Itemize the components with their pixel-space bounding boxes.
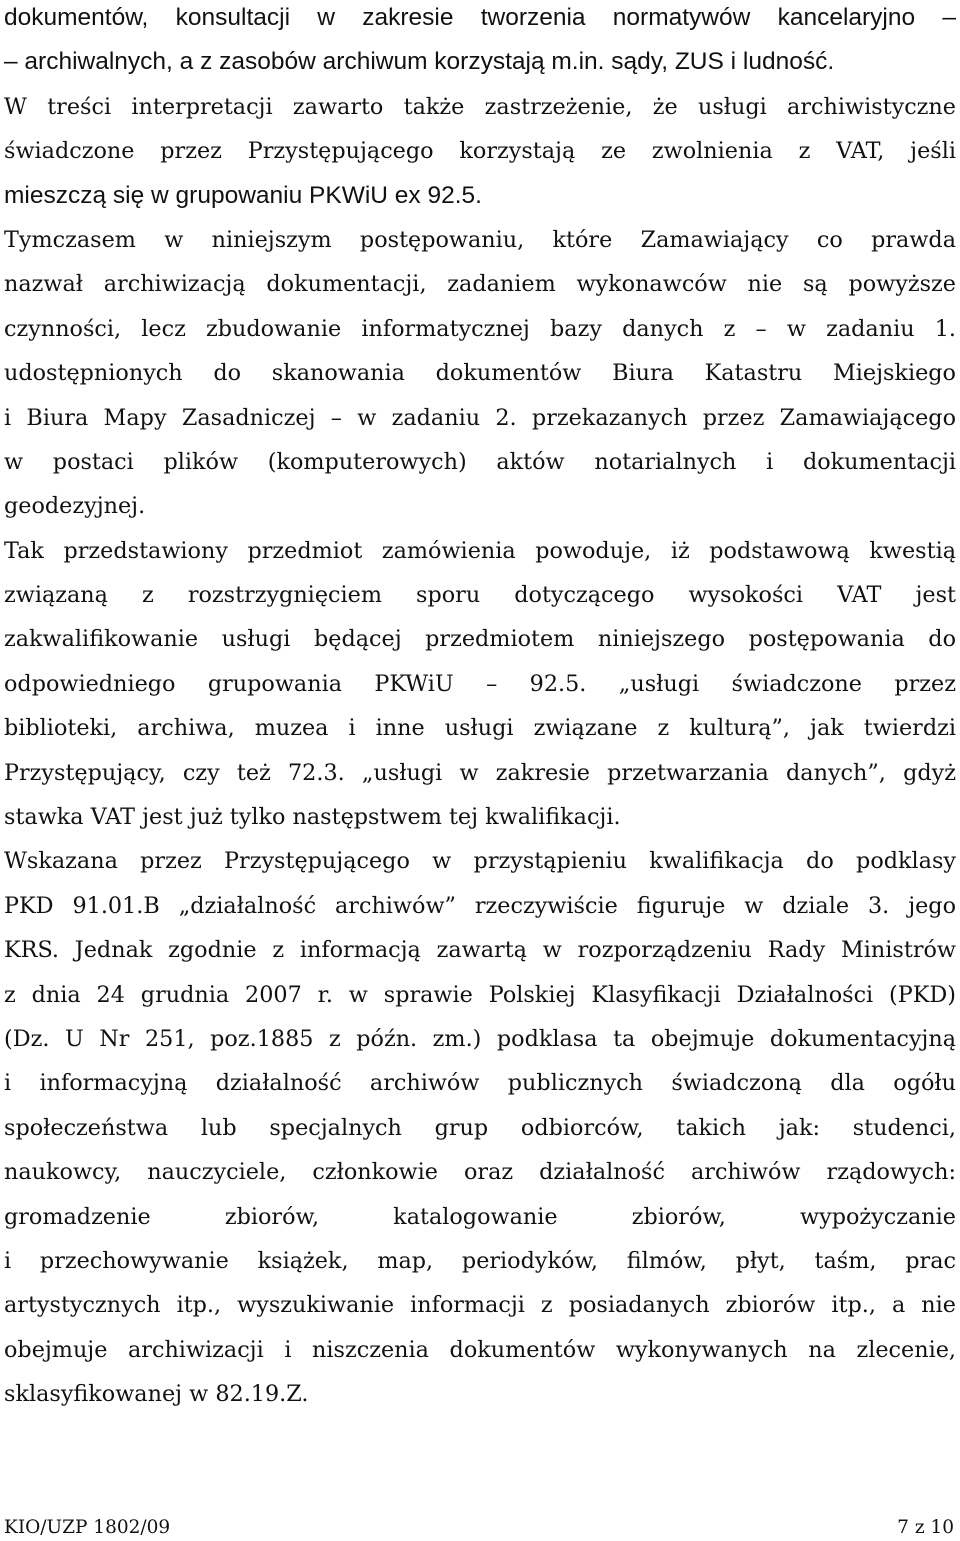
page-footer xyxy=(4,1515,954,1539)
paragraph xyxy=(4,218,956,529)
text-line: PKD 91.01.B „działalność archiwów” rzeczywiście figuruje w dziale 3. jego xyxy=(4,892,956,919)
paragraph xyxy=(4,839,956,1416)
text-line: Tymczasem w niniejszym postępowaniu, które Zamawiający co prawda xyxy=(4,226,956,253)
page-number: 7 z 10 xyxy=(897,1516,954,1538)
text-line: w postaci plików (komputerowych) aktów notarialnych i dokumentacji xyxy=(4,448,956,475)
text-line: Wskazana przez Przystępującego w przystąpieniu kwalifikacja do podklasy xyxy=(4,848,956,875)
text-line: odpowiedniego grupowania PKWiU – 92.5. „usługi świadczone przez xyxy=(4,670,956,697)
text-line: naukowcy, nauczyciele, członkowie oraz działalność archiwów rządowych: xyxy=(4,1159,956,1186)
text-line: biblioteki, archiwa, muzea i inne usługi związane z kulturą”, jak twierdzi xyxy=(4,715,956,742)
text-line: społeczeństwa lub specjalnych grup odbiorców, takich jak: studenci, xyxy=(4,1114,956,1141)
text-line: mieszczą się w grupowaniu PKWiU ex 92.5. xyxy=(4,181,482,209)
text-line: i przechowywanie książek, map, periodyków, filmów, płyt, taśm, prac xyxy=(4,1247,956,1274)
paragraph xyxy=(4,0,956,218)
case-reference: KIO/UZP 1802/09 xyxy=(4,1516,171,1538)
text-line: (Dz. U Nr 251, poz.1885 z późn. zm.) podklasa ta obejmuje dokumentacyjną xyxy=(4,1025,956,1052)
text-line: Przystępujący, czy też 72.3. „usługi w zakresie przetwarzania danych”, gdyż xyxy=(4,759,956,786)
paragraph xyxy=(4,529,956,840)
text-line: stawka VAT jest już tylko następstwem tej kwalifikacji. xyxy=(4,804,621,831)
text-line: dokumentów, konsultacji w zakresie tworzenia normatywów kancelaryjno – xyxy=(4,4,956,31)
text-line: z dnia 24 grudnia 2007 r. w sprawie Polskiej Klasyfikacji Działalności (PKD) xyxy=(4,981,956,1008)
text-line: świadczone przez Przystępującego korzystają ze zwolnienia z VAT, jeśli xyxy=(4,138,956,165)
text-line: gromadzenie zbiorów, katalogowanie zbiorów, wypożyczanie xyxy=(4,1203,956,1230)
text-line: – archiwalnych, a z zasobów archiwum korzystają m.in. sądy, ZUS i ludność. xyxy=(4,48,835,76)
text-line: nazwał archiwizacją dokumentacji, zadaniem wykonawców nie są powyższe xyxy=(4,271,956,298)
text-line: czynności, lecz zbudowanie informatycznej bazy danych z – w zadaniu 1. xyxy=(4,315,956,342)
text-line: związaną z rozstrzygnięciem sporu dotyczącego wysokości VAT jest xyxy=(4,582,956,609)
document-body xyxy=(4,0,956,1417)
text-line: artystycznych itp., wyszukiwanie informacji z posiadanych zbiorów itp., a nie xyxy=(4,1292,956,1319)
text-line: KRS. Jednak zgodnie z informacją zawartą w rozporządzeniu Rady Ministrów xyxy=(4,937,956,964)
text-line: W treści interpretacji zawarto także zastrzeżenie, że usługi archiwistyczne xyxy=(4,93,956,120)
text-line: i Biura Mapy Zasadniczej – w zadaniu 2. przekazanych przez Zamawiającego xyxy=(4,404,956,431)
text-line: geodezyjnej. xyxy=(4,493,146,520)
text-line: obejmuje archiwizacji i niszczenia dokumentów wykonywanych na zlecenie, xyxy=(4,1336,956,1363)
text-line: zakwalifikowanie usługi będącej przedmiotem niniejszego postępowania do xyxy=(4,626,956,653)
text-line: sklasyfikowanej w 82.19.Z. xyxy=(4,1381,309,1408)
text-line: Tak przedstawiony przedmiot zamówienia powoduje, iż podstawową kwestią xyxy=(4,537,956,564)
text-line: i informacyjną działalność archiwów publicznych świadczoną dla ogółu xyxy=(4,1070,956,1097)
text-line: udostępnionych do skanowania dokumentów Biura Katastru Miejskiego xyxy=(4,360,956,387)
